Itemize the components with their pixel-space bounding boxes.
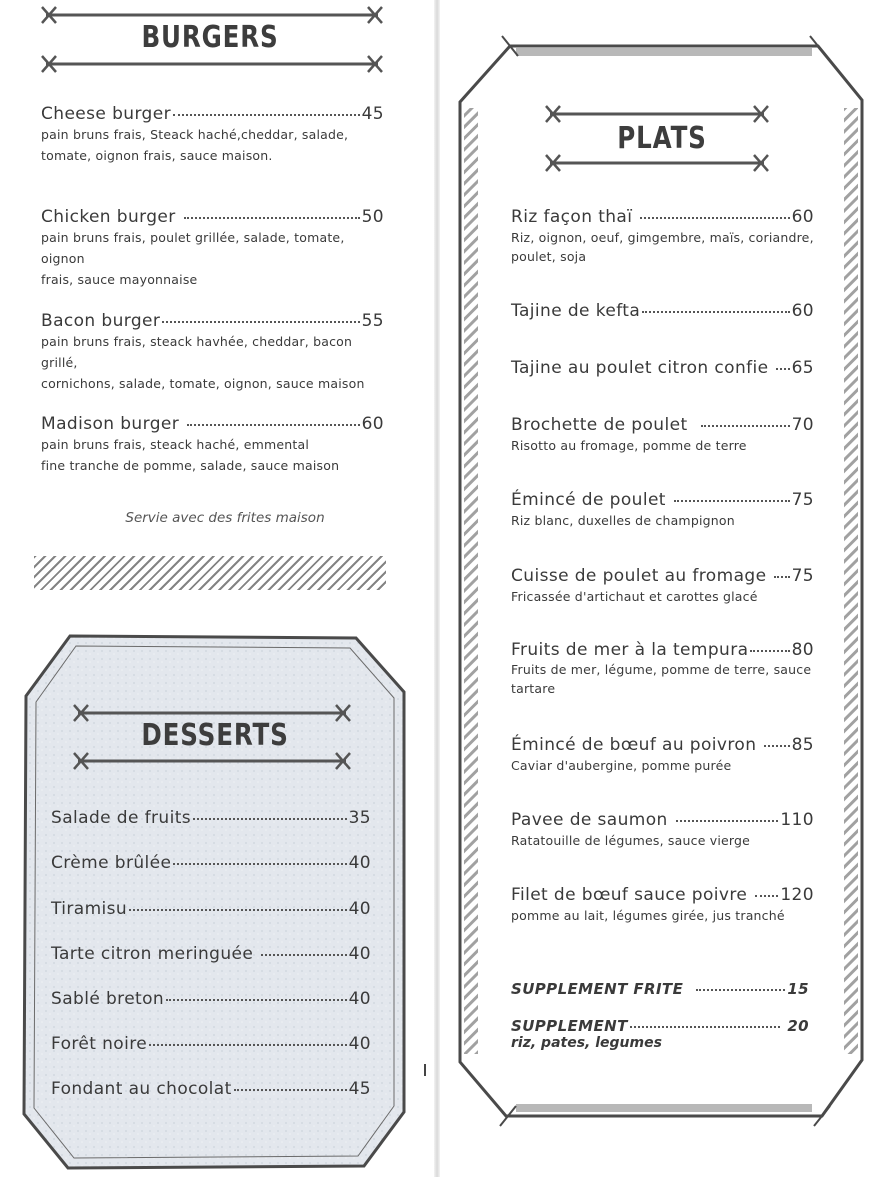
menu-item xyxy=(51,1034,371,1054)
item-price: 15 xyxy=(787,980,809,998)
dot-leader xyxy=(149,1044,346,1046)
item-description: tartare xyxy=(511,681,556,696)
right-page xyxy=(442,0,879,1177)
item-price: 75 xyxy=(791,566,814,586)
dot-leader xyxy=(193,818,347,820)
item-description: pain bruns frais, steack haché, emmental xyxy=(41,437,310,452)
menu-item xyxy=(41,207,384,290)
dot-leader xyxy=(187,424,360,426)
item-name: Chicken burger xyxy=(41,207,182,227)
dot-leader xyxy=(764,745,789,747)
dot-leader xyxy=(774,576,789,578)
menu-item xyxy=(51,899,371,919)
menu-item xyxy=(511,566,814,607)
item-description: frais, sauce mayonnaise xyxy=(41,272,198,287)
item-price: 40 xyxy=(348,944,371,964)
item-name: Tajine de kefta xyxy=(511,301,641,321)
dot-leader xyxy=(776,368,789,370)
item-name: Tajine au poulet citron confie xyxy=(511,358,775,378)
item-description: Riz, oignon, oeuf, gimgembre, maïs, coriandre, xyxy=(511,230,814,245)
item-name: Fruits de mer à la tempura xyxy=(511,640,749,660)
dot-leader xyxy=(674,500,790,502)
item-name: Cuisse de poulet au fromage xyxy=(511,566,773,586)
menu-item xyxy=(41,311,384,394)
dot-leader xyxy=(755,895,778,897)
dot-leader xyxy=(642,311,789,313)
menu-item xyxy=(51,1079,371,1099)
item-name: Pavee de saumon xyxy=(511,810,674,830)
fold-mark xyxy=(424,1064,426,1076)
item-name: Bacon burger xyxy=(41,311,161,331)
item-name: Émincé de poulet xyxy=(511,490,672,510)
item-name: Madison burger xyxy=(41,414,185,434)
menu-item xyxy=(51,808,371,828)
plats-title: PLATS xyxy=(617,121,707,156)
item-price: 60 xyxy=(361,414,384,434)
item-price: 80 xyxy=(791,640,814,660)
title-ornament-bottom xyxy=(72,750,352,772)
item-price: 70 xyxy=(791,415,814,435)
item-name: Brochette de poulet xyxy=(511,415,700,435)
dot-leader xyxy=(696,989,785,991)
item-price: 40 xyxy=(348,899,371,919)
menu-item xyxy=(511,358,814,378)
supplement-frite xyxy=(511,980,809,998)
desserts-title: DESSERTS xyxy=(141,718,289,753)
title-ornament-bottom xyxy=(40,53,384,75)
menu-item xyxy=(41,414,384,476)
item-name: Fondant au chocolat xyxy=(51,1079,232,1099)
hatched-divider xyxy=(34,556,386,590)
item-name: Sablé breton xyxy=(51,989,165,1009)
dot-leader xyxy=(630,1026,780,1028)
item-name: SUPPLEMENT xyxy=(511,1017,628,1035)
item-description: Fruits de mer, légume, pomme de terre, sauce xyxy=(511,662,812,677)
dot-leader xyxy=(640,217,789,219)
item-name: Émincé de bœuf au poivron xyxy=(511,735,763,755)
dot-leader xyxy=(166,999,346,1001)
item-price: 40 xyxy=(348,853,371,873)
dot-leader xyxy=(129,909,346,911)
item-price: 40 xyxy=(348,989,371,1009)
dot-leader xyxy=(184,217,360,219)
item-description: Caviar d'aubergine, pomme purée xyxy=(511,758,732,773)
menu-item xyxy=(511,490,814,531)
item-description: pomme au lait, légumes girée, jus tranché xyxy=(511,908,785,923)
page-fold xyxy=(434,0,440,1177)
item-description: Ratatouille de légumes, sauce vierge xyxy=(511,833,751,848)
item-price: 20 xyxy=(781,1017,809,1035)
item-description: pain bruns frais, poulet grillée, salade, tomate, oignon xyxy=(41,230,345,266)
title-ornament-bottom xyxy=(544,152,770,174)
item-description: tomate, oignon frais, sauce maison. xyxy=(41,148,273,163)
item-price: 45 xyxy=(348,1079,371,1099)
item-name: SUPPLEMENT FRITE xyxy=(511,980,695,998)
item-price: 35 xyxy=(348,808,371,828)
dot-leader xyxy=(750,650,789,652)
dot-leader xyxy=(676,820,779,822)
item-price: 110 xyxy=(780,810,814,830)
item-name: Filet de bœuf sauce poivre xyxy=(511,885,754,905)
item-name: Salade de fruits xyxy=(51,808,192,828)
item-name: Cheese burger xyxy=(41,104,171,124)
item-description: Fricassée d'artichaut et carottes glacé xyxy=(511,589,758,604)
item-description: poulet, soja xyxy=(511,249,587,264)
item-price: 60 xyxy=(791,207,814,227)
item-description: pain bruns frais, Steack haché,cheddar, salade, xyxy=(41,127,349,142)
menu-item xyxy=(51,989,371,1009)
item-price: 50 xyxy=(361,207,384,227)
burgers-note: Servie avec des frites maison xyxy=(125,510,325,526)
item-price: 120 xyxy=(780,885,814,905)
item-name: Tarte citron meringuée xyxy=(51,944,260,964)
menu-item xyxy=(511,640,814,698)
dot-leader xyxy=(173,863,346,865)
item-name: Riz façon thaï xyxy=(511,207,639,227)
item-price: 65 xyxy=(791,358,814,378)
menu-item xyxy=(51,944,371,964)
menu-item xyxy=(511,207,814,267)
dot-leader xyxy=(162,321,359,323)
menu-item xyxy=(511,735,814,776)
item-price: 85 xyxy=(791,735,814,755)
menu-item xyxy=(51,853,371,873)
item-description: Riz blanc, duxelles de champignon xyxy=(511,513,735,528)
item-price: 75 xyxy=(791,490,814,510)
item-description: Risotto au fromage, pomme de terre xyxy=(511,438,747,453)
menu-item xyxy=(511,301,814,321)
left-page xyxy=(0,0,430,1177)
item-description: pain bruns frais, steack havhée, cheddar, bacon grillé, xyxy=(41,334,353,370)
dot-leader xyxy=(701,425,789,427)
item-price: 55 xyxy=(361,311,384,331)
dot-leader xyxy=(173,114,360,116)
dot-leader xyxy=(234,1089,347,1091)
burgers-title: BURGERS xyxy=(141,20,279,55)
supplement-sides xyxy=(511,1017,809,1051)
plats-panel xyxy=(442,0,879,1177)
item-name: Tiramisu xyxy=(51,899,128,919)
menu-item xyxy=(511,810,814,851)
item-price: 40 xyxy=(348,1034,371,1054)
item-price: 60 xyxy=(791,301,814,321)
menu-item xyxy=(511,415,814,456)
desserts-panel xyxy=(20,632,410,1172)
item-price: 45 xyxy=(361,104,384,124)
menu-item xyxy=(41,104,384,166)
dot-leader xyxy=(261,954,347,956)
item-name: Crème brûlée xyxy=(51,853,172,873)
item-description: riz, pates, legumes xyxy=(511,1035,662,1051)
item-name: Forêt noire xyxy=(51,1034,148,1054)
item-description: cornichons, salade, tomate, oignon, sauce maison xyxy=(41,376,365,391)
menu-item xyxy=(511,885,814,926)
item-description: fine tranche de pomme, salade, sauce maison xyxy=(41,458,340,473)
